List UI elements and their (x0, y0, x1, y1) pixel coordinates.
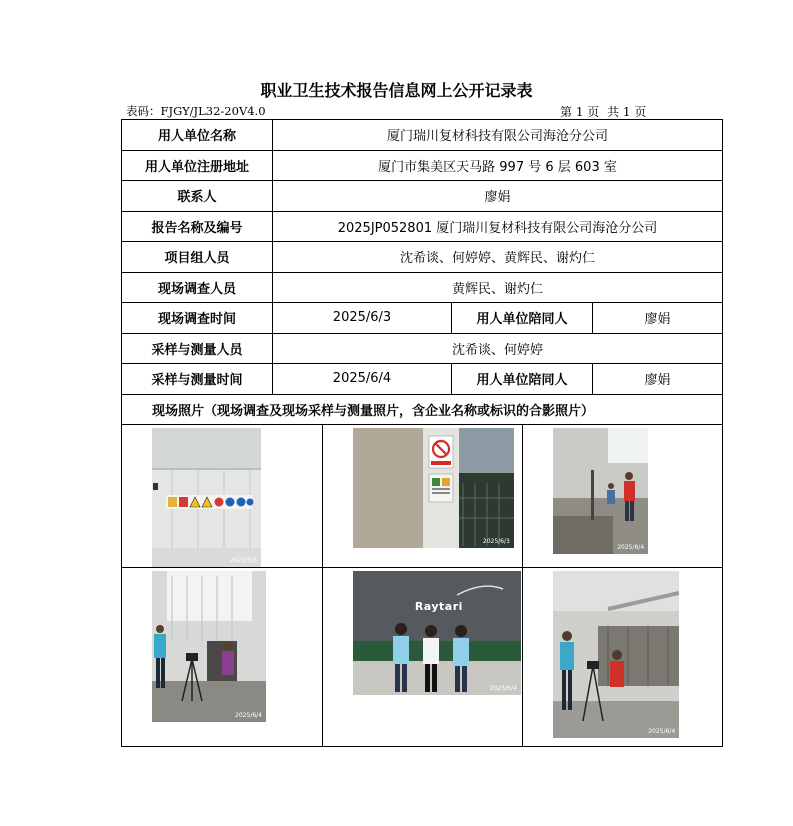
row-company-name (122, 120, 723, 151)
value-project-team: 沈希谈、何婷婷、黄辉民、谢灼仁 (273, 242, 723, 273)
photo-cell-5 (322, 568, 522, 747)
label-survey-companion: 用人单位陪同人 (452, 303, 593, 334)
record-table (121, 119, 723, 747)
row-sampling-staff (122, 333, 723, 364)
label-company-address: 用人单位注册地址 (122, 150, 273, 181)
row-survey-time (122, 303, 723, 334)
row-company-address (122, 150, 723, 181)
photo-stamp: 2025/6/4 (648, 728, 676, 735)
label-sampling-companion: 用人单位陪同人 (452, 364, 593, 395)
form-code: 表码：FJGY/JL32-20V4.0 (126, 104, 266, 118)
photo-stamp: 2025/6/3 (230, 557, 257, 564)
row-photos (122, 425, 723, 747)
label-sampling-staff: 采样与测量人员 (122, 333, 273, 364)
value-sampling-staff: 沈希谈、何婷婷 (273, 333, 723, 364)
label-project-team: 项目组人员 (122, 242, 273, 273)
photo-stamp: 2025/6/4 (617, 544, 645, 551)
page-info (560, 103, 650, 120)
row-report (122, 211, 723, 242)
value-report: 2025JP052801 厦门瑞川复材科技有限公司海沧分公司 (273, 211, 723, 242)
value-survey-date: 2025/6/3 (273, 303, 452, 334)
photo-stamp: 2025/6/3 (482, 538, 510, 545)
label-contact: 联系人 (122, 181, 273, 212)
photo-cell-4 (122, 568, 322, 747)
label-sampling-time: 采样与测量时间 (122, 364, 273, 395)
label-survey-staff: 现场调查人员 (122, 272, 273, 303)
page-title: 职业卫生技术报告信息网上公开记录表 (260, 81, 533, 100)
photo-grid (122, 425, 722, 746)
value-survey-companion: 廖娟 (593, 303, 723, 334)
label-company-name: 用人单位名称 (122, 120, 273, 151)
row-contact (122, 181, 723, 212)
photo-cell-3 (523, 425, 722, 568)
value-sampling-companion: 廖娟 (593, 364, 723, 395)
photo-stamp: 2025/6/4 (489, 685, 517, 692)
page-total: 共 1 页 (607, 105, 647, 119)
photo-wall-signs (152, 428, 261, 567)
photo-measurement-1 (553, 428, 648, 554)
photo-measurement-3 (553, 571, 679, 738)
photo-measurement-2 (152, 571, 266, 722)
label-survey-time: 现场调查时间 (122, 303, 273, 334)
value-company-name: 厦门瑞川复材科技有限公司海沧分公司 (273, 120, 723, 151)
company-logo-sign: Raytari (414, 600, 463, 613)
photo-stamp: 2025/6/4 (235, 712, 262, 719)
page-current: 第 1 页 (560, 105, 600, 119)
label-report: 报告名称及编号 (122, 211, 273, 242)
value-survey-staff: 黄辉民、谢灼仁 (273, 272, 723, 303)
value-sampling-date: 2025/6/4 (273, 364, 452, 395)
row-project-team (122, 242, 723, 273)
photo-cell-1 (122, 425, 322, 568)
photo-cell-6 (523, 568, 722, 747)
photo-safety-board (353, 428, 514, 548)
photo-cell-2 (322, 425, 522, 568)
value-contact: 廖娟 (273, 181, 723, 212)
photo-group-logo (353, 571, 521, 695)
photos-header: 现场照片（现场调查及现场采样与测量照片，含企业名称或标识的合影照片） (122, 394, 723, 425)
value-company-address: 厦门市集美区天马路 997 号 6 层 603 室 (273, 150, 723, 181)
row-sampling-time (122, 364, 723, 395)
row-photos-header (122, 394, 723, 425)
row-survey-staff (122, 272, 723, 303)
